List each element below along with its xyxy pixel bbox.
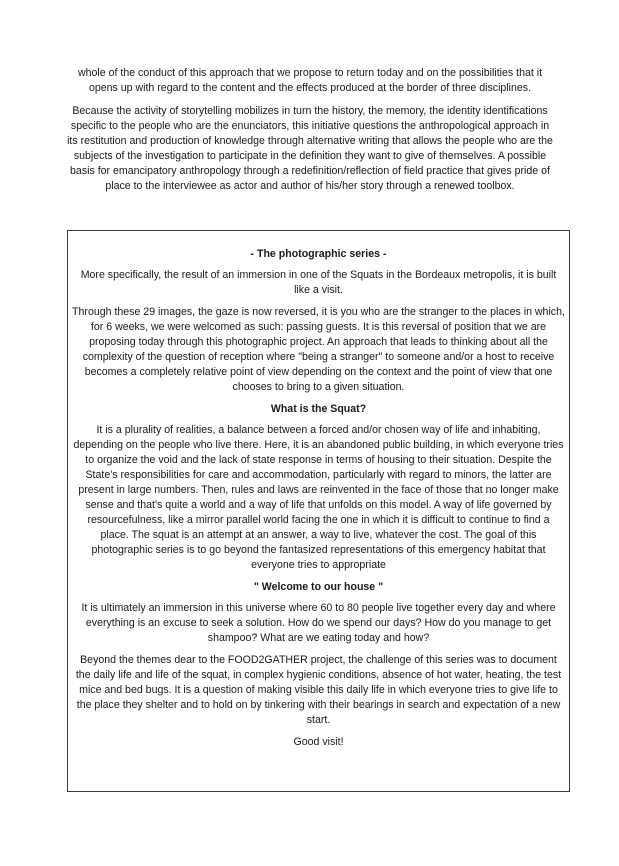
paragraph-images: Through these 29 images, the gaze is now reversed, it is you who are the stranger to the places in which, for 6 weeks, we were welcomed as such: passing guests. It is this reversal of position that we are proposing today through this photographic project. An approach that leads to thinking about all the complexity of the question of reception where "being a stranger" to someone and/or a host to receive becomes a completely relative point of view depending on the context and the point of view that one chooses to bring to a given situation. bbox=[72, 306, 565, 393]
paragraph-closing: Good visit! bbox=[293, 736, 344, 748]
heading-welcome: " Welcome to our house " bbox=[253, 581, 384, 593]
box-content bbox=[72, 247, 565, 757]
intro-paragraph-1: whole of the conduct of this approach that we propose to return today and on the possibilities that it opens up with regard to the content and the effects produced at the border of three disciplines. bbox=[77, 67, 543, 94]
intro-paragraph-2: Because the activity of storytelling mobilizes in turn the history, the memory, the identity identifications specific to the people who are the enunciators, this initiative questions the anthropological approach in its restitution and production of knowledge through alternative writing that allows the people who are the subjects of the investigation to participate in the definition they want to give of themselves. A possible basis for emancipatory anthropology through a redefinition/reflection of field practice that gives pride of place to the interviewee as actor and author of his/her story through a renewed toolbox. bbox=[67, 105, 553, 192]
paragraph-themes: Beyond the themes dear to the FOOD2GATHER project, the challenge of this series was to document the daily life and life of the squat, in complex hygienic conditions, absence of hot water, heating, the test mice and bed bugs. It is a question of making visible this daily life in which everyone tries to give life to the place they shelter and to hold on by tinkering with their bearings in search and expectation of a new start. bbox=[75, 654, 562, 726]
photographic-series-box bbox=[67, 230, 570, 792]
intro-section bbox=[66, 66, 554, 202]
heading-photographic-series: - The photographic series - bbox=[250, 248, 387, 260]
heading-what-is-squat: What is the Squat? bbox=[270, 403, 367, 415]
paragraph-welcome: It is ultimately an immersion in this universe where 60 to 80 people live together every day and where everything is an excuse to seek a solution. How do we spend our days? How do you manage to get shampoo? What are we eating today and how? bbox=[81, 602, 556, 644]
paragraph-immersion: More specifically, the result of an immersion in one of the Squats in the Bordeaux metropolis, it is built like a visit. bbox=[80, 269, 557, 296]
paragraph-squat: It is a plurality of realities, a balance between a forced and/or chosen way of life and inhabiting, depending on the people who live there. Here, it is an abandoned public building, in which everyone tries to organize the void and the lack of state response in terms of housing to their situation. Despite the State's responsibilities for care and accommodation, particularly with regard to minors, the latter are present in large numbers. Then, rules and laws are reinvented in the face of those that no longer make sense and that's quite a world and a way of life that unfolds on this model. A way of life governed by resourcefulness, like a mirror parallel world facing the one in which it is difficult to continue to find a place. The squat is an attempt at an answer, a way to live, whatever the cost. The goal of this photographic series is to go beyond the fantasized representations of this emergency habitat that everyone tries to appropriate bbox=[73, 424, 564, 571]
